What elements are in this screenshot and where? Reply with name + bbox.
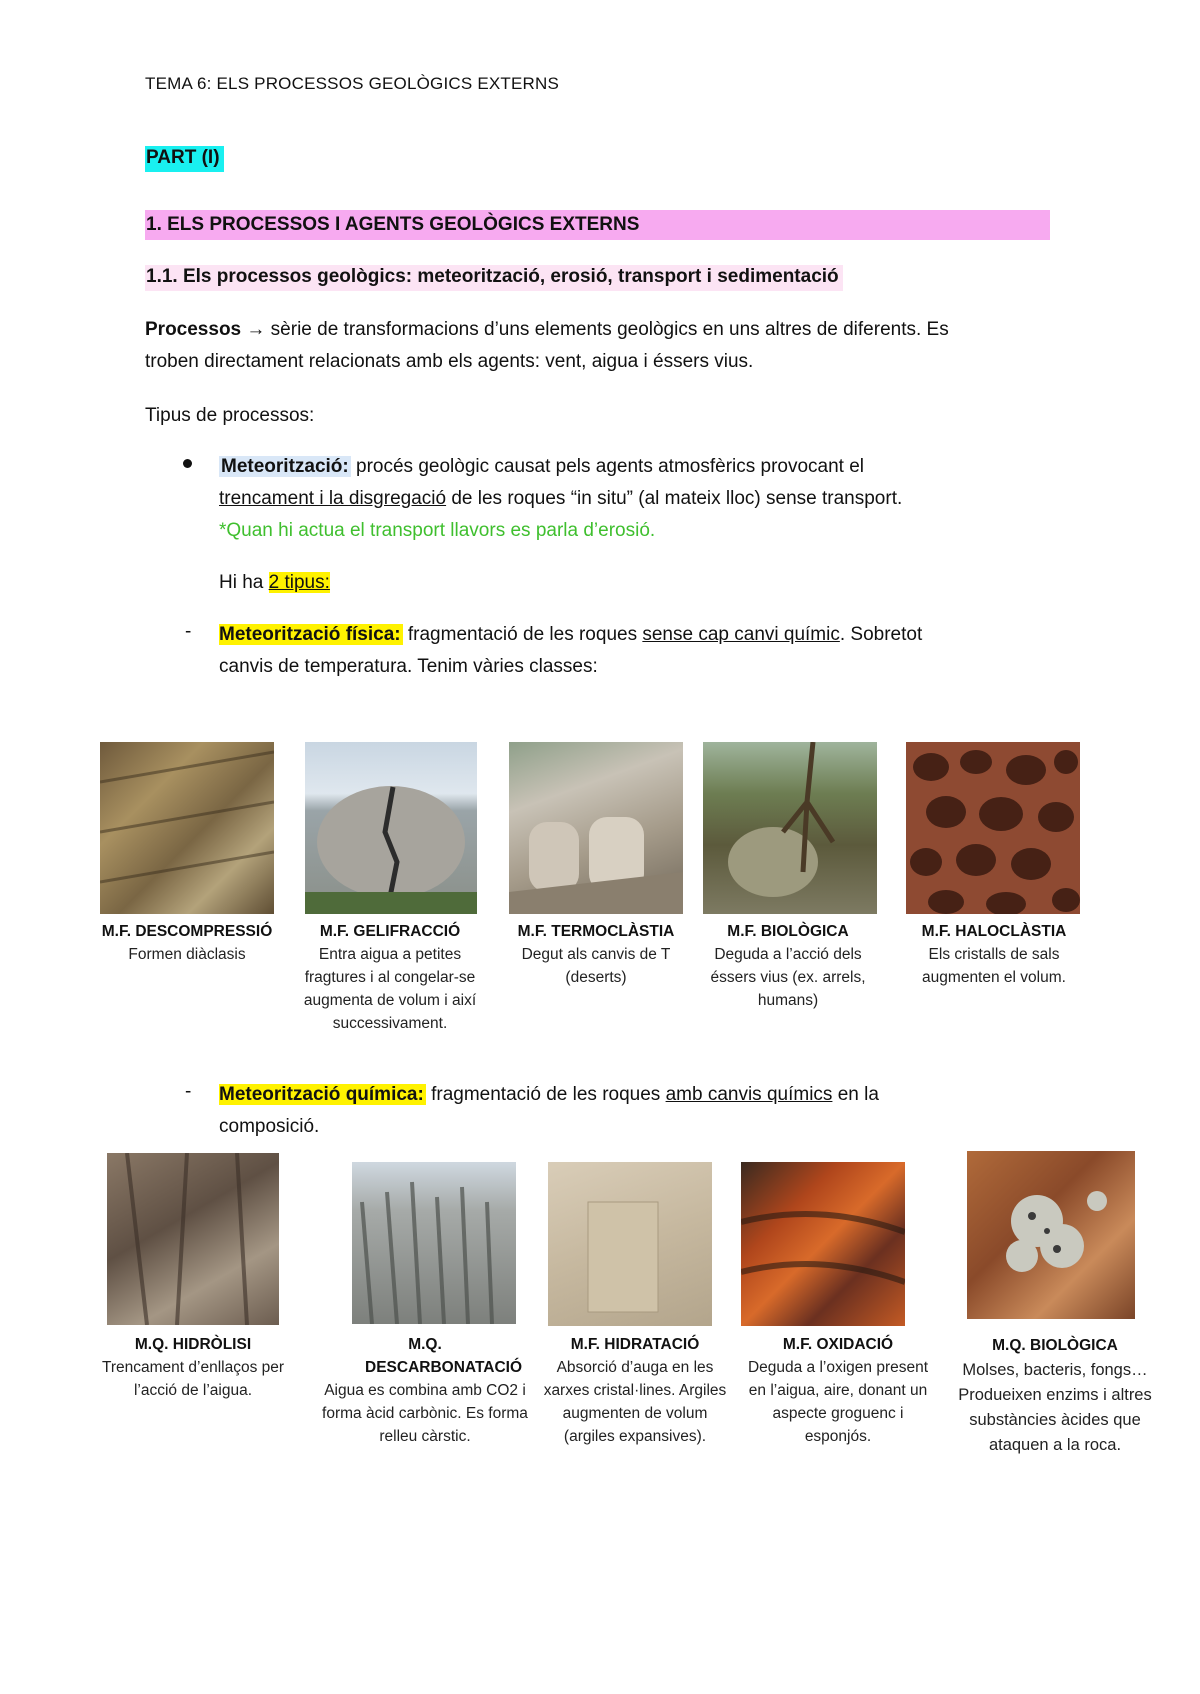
hidrolisi-texture <box>107 1153 279 1325</box>
meteo-underline: trencament i la disgregació <box>219 488 447 509</box>
biologica-quimica-title: M.Q. BIOLÒGICA <box>992 1337 1118 1354</box>
tipus-count-line <box>219 567 1099 599</box>
termoclastia-desc: Degut als canvis de T (deserts) <box>521 946 671 986</box>
haloclastia-title: M.F. HALOCLÀSTIA <box>921 923 1067 940</box>
gelifraccio-desc: Entra aigua a petites fragtures i al congelar-se augmenta de volum i així successivament. <box>303 946 477 1032</box>
biologica-quimica-desc: Molses, bacteris, fongs… Produeixen enzims i altres substàncies àcides que ataquen a la roca. <box>958 1361 1152 1454</box>
haloclastia-photo <box>906 742 1080 914</box>
fisica-line-1 <box>219 619 1099 651</box>
gelifraccio-title: M.F. GELIFRACCIÓ <box>319 923 461 940</box>
part-label: PART (I) <box>145 146 224 172</box>
meteo-line-1 <box>219 451 1099 483</box>
descompressio-photo <box>100 742 274 914</box>
fisica-paragraph <box>219 619 1099 683</box>
hidrolisi-photo <box>107 1153 279 1325</box>
meteoritzacio-paragraph <box>219 451 1099 547</box>
biologica-lichen <box>967 1151 1135 1319</box>
oxidacio-photo <box>741 1162 905 1326</box>
termoclastia-rocks <box>509 742 683 914</box>
biologica-quimica-photo <box>967 1151 1135 1319</box>
quimica-paragraph <box>219 1079 1099 1143</box>
erosio-note: *Quan hi actua el transport llavors es parla d’erosió. <box>219 520 656 541</box>
processos-paragraph <box>145 314 1105 378</box>
meteo-text-2: de les roques “in situ” (al mateix lloc) sense transport. <box>446 488 903 509</box>
biologica-fisica-desc: Deguda a l’acció dels éssers vius (ex. arrels, humans) <box>710 946 866 1009</box>
descarbonatacio-caption <box>314 1333 536 1448</box>
quimica-underline: amb canvis químics <box>665 1084 833 1105</box>
processos-term: Processos <box>145 319 242 340</box>
haloclastia-caption <box>896 920 1092 989</box>
descarbonatacio-desc: Aigua es combina amb CO2 i forma àcid carbònic. Es forma relleu càrstic. <box>322 1382 528 1445</box>
oxidacio-desc: Deguda a l’oxigen present en l’aigua, aire, donant un aspecte groguenc i esponjós. <box>747 1359 929 1445</box>
subsection-heading: 1.1. Els processos geològics: meteorització, erosió, transport i sedimentació <box>145 265 843 291</box>
termoclastia-photo <box>509 742 683 914</box>
meteo-line-2 <box>219 483 1099 515</box>
hidratacio-photo <box>548 1162 712 1326</box>
descompressio-caption <box>92 920 282 966</box>
tipus-prefix: Hi ha <box>219 572 269 593</box>
haloclastia-honeycomb <box>906 742 1080 914</box>
gelifraccio-photo <box>305 742 477 914</box>
gelifraccio-caption <box>292 920 488 1035</box>
hidrolisi-title: M.Q. HIDRÒLISI <box>134 1336 252 1353</box>
descarbonatacio-photo <box>352 1162 516 1324</box>
hidratacio-desc: Absorció d’auga en les xarxes cristal·lines. Argiles augmenten de volum (argiles expansives). <box>543 1359 727 1445</box>
descarbonatacio-title: M.Q. DESCARBONATACIÓ <box>365 1336 523 1376</box>
hidratacio-caption <box>540 1333 730 1448</box>
fisica-dash: - <box>185 621 192 642</box>
tipus-highlight: 2 tipus: <box>268 572 330 593</box>
oxidacio-title: M.F. OXIDACIÓ <box>782 1336 894 1353</box>
hidratacio-title: M.F. HIDRATACIÓ <box>570 1336 700 1353</box>
document-title: TEMA 6: ELS PROCESSOS GEOLÒGICS EXTERNS <box>145 74 560 93</box>
haloclastia-desc: Els cristalls de sals augmenten el volum. <box>922 946 1066 986</box>
biologica-fisica-caption <box>690 920 886 1012</box>
processos-line-1 <box>145 314 1105 346</box>
fisica-underline: sense cap canvi químic <box>642 624 840 645</box>
descompressio-title: M.F. DESCOMPRESSIÓ <box>101 923 273 940</box>
quimica-text-1: fragmentació de les roques <box>425 1084 666 1105</box>
termoclastia-caption <box>500 920 692 989</box>
fisica-line-2: canvis de temperatura. Tenim vàries classes: <box>219 656 598 677</box>
hidrolisi-caption <box>95 1333 291 1402</box>
descarbonatacio-ridges <box>352 1162 516 1324</box>
descompressio-texture <box>100 742 274 914</box>
bullet-dot <box>183 459 192 468</box>
oxidacio-texture <box>741 1162 905 1326</box>
quimica-line-2: composició. <box>219 1116 320 1137</box>
tipus-label: Tipus de processos: <box>145 405 315 426</box>
biologica-quimica-caption <box>955 1333 1155 1458</box>
quimica-line-1 <box>219 1079 1099 1111</box>
meteo-text-1: procés geològic causat pels agents atmosfèrics provocant el <box>350 456 865 477</box>
biologica-roots <box>703 742 877 914</box>
meteoritzacio-term: Meteorització: <box>221 456 349 477</box>
biologica-fisica-title: M.F. BIOLÒGICA <box>727 923 849 940</box>
processos-line-2: troben directament relacionats amb els agents: vent, aigua i éssers vius. <box>145 351 754 372</box>
processos-text-1: → sèrie de transformacions d’uns elements geològics en uns altres de diferents. Es <box>241 319 949 340</box>
quimica-text-2: en la <box>832 1084 879 1105</box>
oxidacio-caption <box>744 1333 932 1448</box>
termoclastia-title: M.F. TERMOCLÀSTIA <box>517 923 675 940</box>
section-heading: 1. ELS PROCESSOS I AGENTS GEOLÒGICS EXTERNS <box>145 210 1050 240</box>
descompressio-desc: Formen diàclasis <box>128 946 246 963</box>
fisica-term: Meteorització física: <box>219 624 401 645</box>
biologica-fisica-photo <box>703 742 877 914</box>
gelifraccio-rock <box>305 742 477 914</box>
hidratacio-texture <box>548 1162 712 1326</box>
fisica-text-2: . Sobretot <box>839 624 923 645</box>
hidrolisi-desc: Trencament d’enllaços per l’acció de l’aigua. <box>101 1359 285 1399</box>
quimica-term: Meteorització química: <box>219 1084 424 1105</box>
quimica-dash: - <box>185 1081 192 1102</box>
fisica-text-1: fragmentació de les roques <box>402 624 643 645</box>
